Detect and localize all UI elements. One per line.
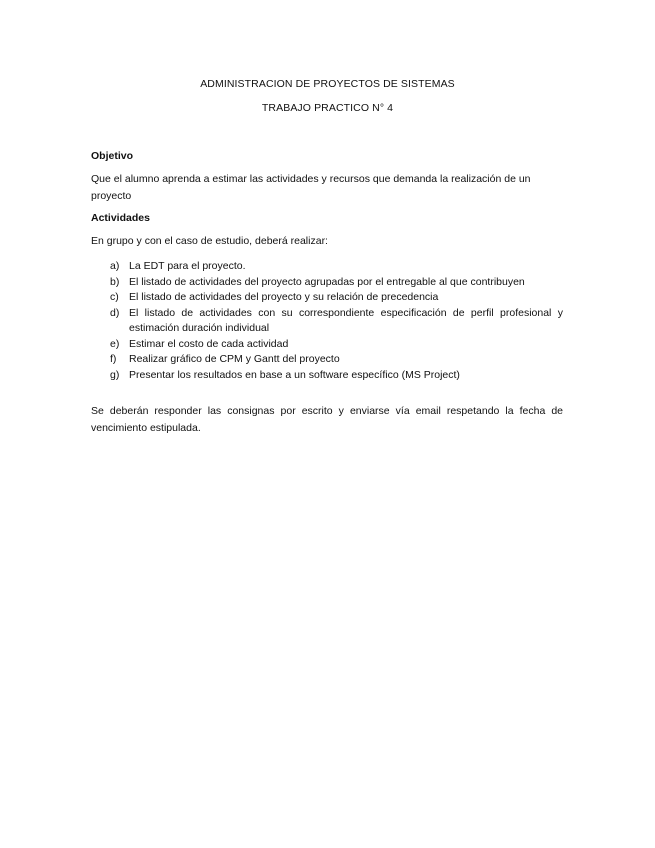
list-marker: a): [110, 260, 120, 272]
list-item: [91, 259, 563, 275]
list-item-text: Estimar el costo de cada actividad: [129, 337, 289, 350]
list-item-text: La EDT para el proyecto.: [129, 260, 246, 272]
objective-text: Que el alumno aprenda a estimar las actividades y recursos que demanda la realización de un proyecto: [91, 173, 531, 202]
activities-heading: Actividades: [91, 212, 150, 224]
list-item-text: El listado de actividades del proyecto y su relación de precedencia: [129, 291, 439, 303]
activities-list: [91, 259, 563, 383]
document-body: [91, 148, 563, 437]
list-item-text: El listado de actividades con su correspondiente especificación de perfil profesional y estimación duración individual: [129, 306, 563, 334]
closing-text: Se deberán responder las consignas por escrito y enviarse vía email respetando la fecha de vencimiento estipulada.: [91, 405, 563, 434]
list-item: [91, 368, 563, 384]
list-item: [91, 352, 563, 368]
list-item: [91, 290, 563, 306]
objective-heading: Objetivo: [91, 150, 134, 162]
list-item-text: Presentar los resultados en base a un software específico (MS Project): [129, 368, 460, 381]
list-marker: c): [110, 291, 119, 303]
list-item-text: Realizar gráfico de CPM y Gantt del proyecto: [129, 353, 340, 365]
list-marker: d): [110, 306, 120, 319]
list-marker: g): [110, 368, 120, 381]
assignment-title: TRABAJO PRACTICO N° 4: [261, 102, 394, 114]
list-item: [91, 337, 563, 353]
list-item-text: El listado de actividades del proyecto agrupadas por el entregable al que contribuyen: [129, 275, 525, 288]
list-marker: b): [110, 275, 120, 288]
activities-intro: En grupo y con el caso de estudio, deberá realizar:: [91, 235, 328, 247]
course-title: ADMINISTRACION DE PROYECTOS DE SISTEMAS: [200, 78, 455, 90]
list-marker: f): [110, 353, 117, 365]
list-marker: e): [110, 337, 120, 350]
list-item: [91, 306, 563, 337]
list-item: [91, 275, 563, 291]
